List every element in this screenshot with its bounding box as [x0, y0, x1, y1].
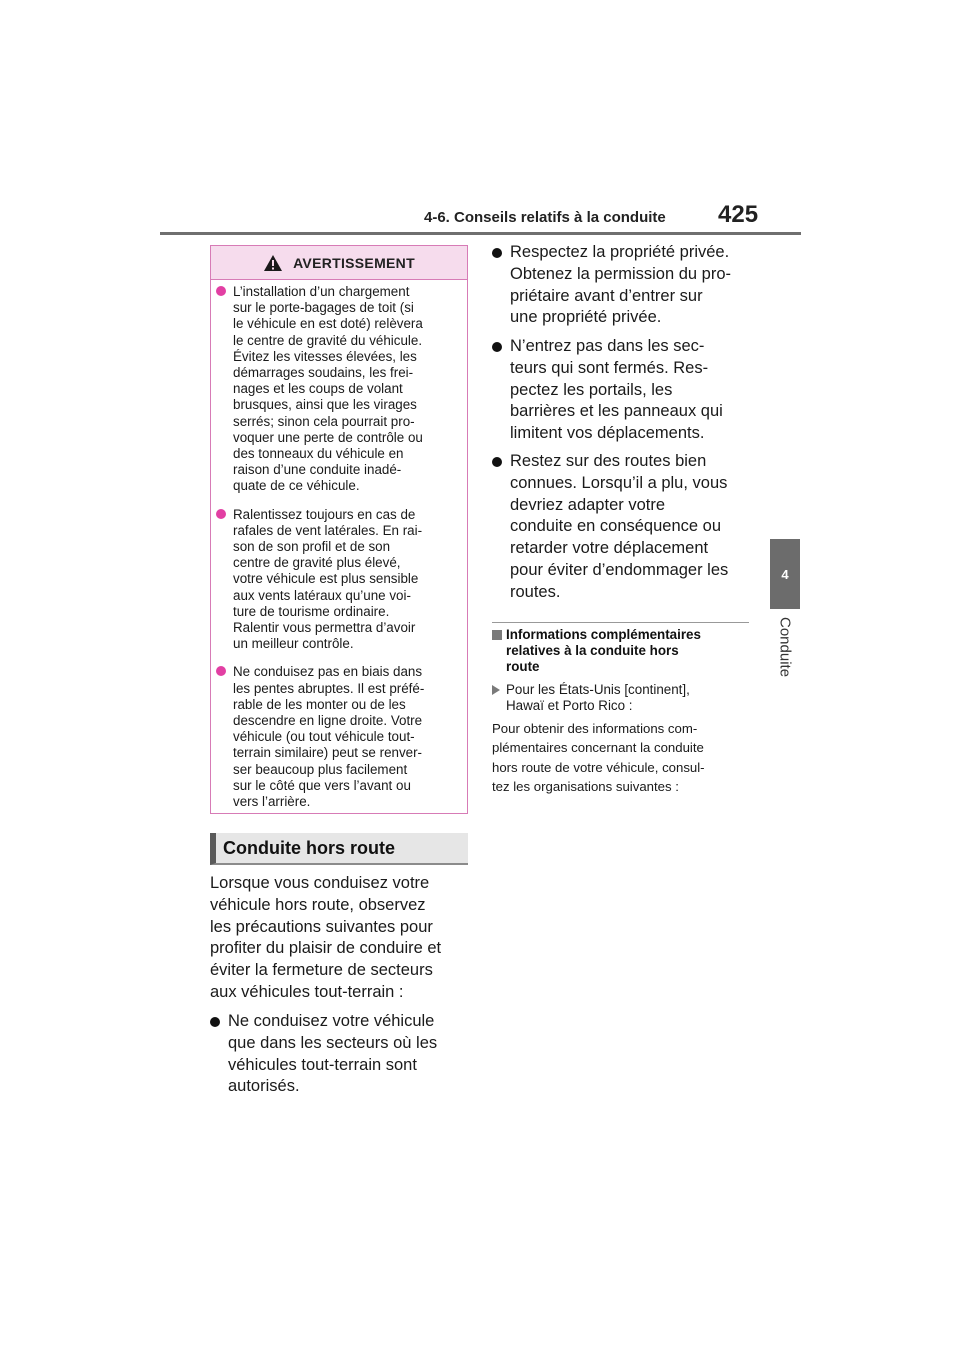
warning-box: [210, 245, 468, 814]
chapter-tab-number: 4: [781, 566, 789, 582]
square-bullet-icon: [492, 630, 502, 640]
header-divider: [160, 232, 801, 235]
subsection-divider: [492, 622, 749, 623]
warning-header: [211, 246, 467, 280]
bullet-closed-areas: N’entrez pas dans les sec- teurs qui sont fermés. Res- pectez les portails, les barrières et les panneaux qui limitent vos déplacements.: [492, 336, 772, 445]
warning-item-load: L’installation d’un chargement sur le porte-bagages de toit (si le véhicule en est doté) relèvera le centre de gravité du véhicule. Évitez les vitesses élevées, les démarrages soudains, les frei- nages et les coups de volant brusques, ainsi que les virages serrés; sinon cela pourrait pro- voquer une perte de contrôle ou des tonneaux du véhicule en raison d’une conduite inadé- quate de ce véhicule.: [216, 284, 461, 495]
section-intro: Lorsque vous conduisez votre véhicule hors route, observez les précautions suivantes pour profiter du plaisir de conduire et éviter la fermeture de secteurs aux véhicules tout-terrain :: [210, 874, 442, 1001]
section-heading: Conduite hors route: [210, 833, 468, 865]
bullet-dot-icon: [210, 1017, 220, 1027]
bullet-dot-icon: [492, 248, 502, 258]
chapter-tab[interactable]: [770, 539, 800, 609]
warning-bullet-icon: [216, 509, 226, 519]
warning-item-wind: Ralentissez toujours en cas de rafales de vent latérales. En rai- son de son profil et de son centre de gravité plus élevé, votre véhicule est plus sensible aux vents latéraux qu’une voi- ture de tourisme ordinaire. Ralentir vous permettra d’avoir un meilleur contrôle.: [216, 507, 461, 653]
warning-bullet-icon: [216, 666, 226, 676]
warning-bullet-icon: [216, 286, 226, 296]
triangle-bullet-icon: [492, 685, 500, 695]
bullet-authorized-areas: Ne conduisez votre véhicule que dans les secteurs où les véhicules tout-terrain sont autorisés.: [210, 1011, 490, 1098]
warning-item-slopes: Ne conduisez pas en biais dans les pentes abruptes. Il est préfé- rable de les monter ou de les descendre en ligne droite. Votre véhicule (ou tout véhicule tout- terrain similaire) peut se renver- ser beaucoup plus facilement sur le côté que vers l’avant ou vers l’arrière.: [216, 664, 461, 810]
warning-triangle-icon: [263, 254, 283, 272]
subsection-heading: Informations complémentaires relatives à la conduite hors route: [492, 627, 749, 675]
bullet-private-property: Respectez la propriété privée. Obtenez la permission du pro- priétaire avant d’entrer sur une propriété privée.: [492, 242, 772, 329]
bullet-known-roads: Restez sur des routes bien connues. Lorsqu’il a plu, vous devriez adapter votre conduite en conséquence ou retarder votre déplacement pour éviter d’endommager les routes.: [492, 451, 772, 604]
bullet-dot-icon: [492, 457, 502, 467]
chapter-title: 4-6. Conseils relatifs à la conduite: [424, 209, 666, 226]
info-text: Pour obtenir des informations com- plémentaires concernant la conduite hors route de votre véhicule, consul- tez les organisations suivantes :: [492, 721, 705, 795]
page-number: 425: [718, 201, 759, 228]
warning-title: AVERTISSEMENT: [293, 254, 415, 271]
region-item: Pour les États-Unis [continent], Hawaï et Porto Rico :: [492, 682, 749, 714]
chapter-tab-label: Conduite: [776, 617, 794, 678]
bullet-dot-icon: [492, 342, 502, 352]
